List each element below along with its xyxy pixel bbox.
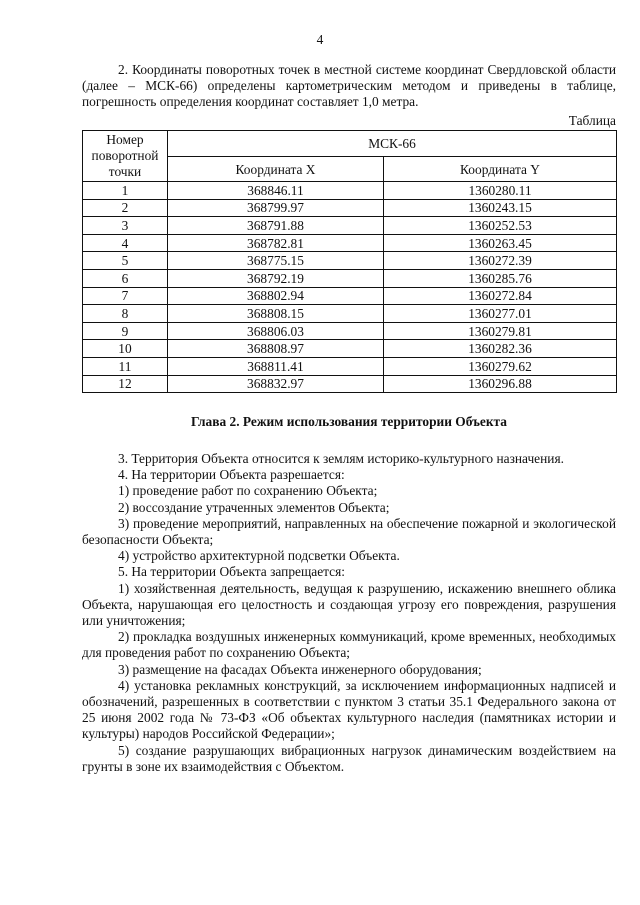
coordinate-x: 368782.81 xyxy=(168,234,384,252)
paragraph-permitted-heading: 4. На территории Объекта разрешается: xyxy=(118,467,345,483)
point-number: 3 xyxy=(83,217,168,235)
coordinate-y: 1360279.81 xyxy=(384,322,617,340)
point-number: 9 xyxy=(83,322,168,340)
table-caption: Таблица xyxy=(568,113,616,128)
coordinate-x: 368832.97 xyxy=(168,375,384,393)
point-number: 2 xyxy=(83,199,168,217)
list-item: 3) размещение на фасадах Объекта инженерного оборудования; xyxy=(118,661,482,677)
coordinate-y: 1360280.11 xyxy=(384,182,617,200)
table-row xyxy=(83,340,617,358)
table-row xyxy=(83,252,617,270)
header-coordinate-system: МСК-66 xyxy=(168,131,617,157)
table-row xyxy=(83,234,617,252)
coordinate-x: 368792.19 xyxy=(168,269,384,287)
point-number: 12 xyxy=(83,375,168,393)
list-item: 1) хозяйственная деятельность, ведущая к разрушению, искажению внешнего облика Объекта, нарушающая его целостность и создающая угрозу его повреждения, разрушения или уничтожения; xyxy=(82,580,616,629)
coordinate-y: 1360272.84 xyxy=(384,287,617,305)
coordinate-x: 368808.97 xyxy=(168,340,384,358)
table-row xyxy=(83,305,617,323)
coordinate-x: 368775.15 xyxy=(168,252,384,270)
point-number: 1 xyxy=(83,182,168,200)
coordinate-x: 368846.11 xyxy=(168,182,384,200)
point-number: 11 xyxy=(83,357,168,375)
header-coordinate-y: Координата Y xyxy=(384,157,617,182)
coordinate-x: 368811.41 xyxy=(168,357,384,375)
list-item: 2) прокладка воздушных инженерных коммуникаций, кроме временных, необходимых для проведения работ по сохранению Объекта; xyxy=(82,629,616,661)
list-item: 2) воссоздание утраченных элементов Объекта; xyxy=(118,499,390,515)
table-body xyxy=(83,182,617,393)
page-number: 4 xyxy=(316,32,324,47)
coordinate-y: 1360277.01 xyxy=(384,305,617,323)
header-point-number: Номер поворотной точки xyxy=(83,131,168,182)
chapter-body xyxy=(82,451,616,775)
list-item: 4) устройство архитектурной подсветки Объекта. xyxy=(118,548,400,564)
coordinate-x: 368806.03 xyxy=(168,322,384,340)
paragraph-territory: 3. Территория Объекта относится к землям историко-культурного назначения. xyxy=(118,451,564,466)
coordinate-y: 1360263.45 xyxy=(384,234,617,252)
list-item: 5) создание разрушающих вибрационных нагрузок динамическим воздействием на грунты в зоне их взаимодействия с Объектом. xyxy=(82,742,616,774)
table-row xyxy=(83,375,617,393)
coordinate-x: 368808.15 xyxy=(168,305,384,323)
list-item: 4) установка рекламных конструкций, за исключением информационных надписей и обозначений, разрешенных в соответствии с пунктом 3 статьи 35.1 Федерального закона от 25 июня 2002 года № 73-ФЗ «Об объектах культурного наследия (памятниках истории и культуры) народов Российской Федерации»; xyxy=(82,677,616,742)
point-number: 10 xyxy=(83,340,168,358)
coordinate-y: 1360282.36 xyxy=(384,340,617,358)
coordinate-x: 368802.94 xyxy=(168,287,384,305)
coordinate-y: 1360252.53 xyxy=(384,217,617,235)
paragraph-prohibited-heading: 5. На территории Объекта запрещается: xyxy=(118,564,345,580)
table-row xyxy=(83,287,617,305)
coordinate-y: 1360296.88 xyxy=(384,375,617,393)
table-row xyxy=(83,199,617,217)
coordinates-table xyxy=(82,130,617,393)
coordinate-x: 368791.88 xyxy=(168,217,384,235)
intro-paragraph: 2. Координаты поворотных точек в местной системе координат Свердловской области (далее – МСК-66) определены картометрическим методом и приведены в таблице, погрешность определения координат составляет 1,0 метра. xyxy=(82,62,616,110)
coordinate-y: 1360243.15 xyxy=(384,199,617,217)
point-number: 7 xyxy=(83,287,168,305)
coordinate-x: 368799.97 xyxy=(168,199,384,217)
table-row xyxy=(83,357,617,375)
coordinate-y: 1360285.76 xyxy=(384,269,617,287)
coordinate-y: 1360279.62 xyxy=(384,357,617,375)
table-row xyxy=(83,217,617,235)
chapter-title: Глава 2. Режим использования территории Объекта xyxy=(191,414,507,429)
point-number: 8 xyxy=(83,305,168,323)
table-row xyxy=(83,269,617,287)
point-number: 5 xyxy=(83,252,168,270)
point-number: 4 xyxy=(83,234,168,252)
table-row xyxy=(83,182,617,200)
point-number: 6 xyxy=(83,269,168,287)
header-coordinate-x: Координата X xyxy=(168,157,384,182)
intro-section xyxy=(82,62,616,111)
list-item: 1) проведение работ по сохранению Объекта; xyxy=(118,483,378,499)
list-item: 3) проведение мероприятий, направленных на обеспечение пожарной и экологической безопасности Объекта; xyxy=(82,515,616,548)
coordinate-y: 1360272.39 xyxy=(384,252,617,270)
table-row xyxy=(83,322,617,340)
